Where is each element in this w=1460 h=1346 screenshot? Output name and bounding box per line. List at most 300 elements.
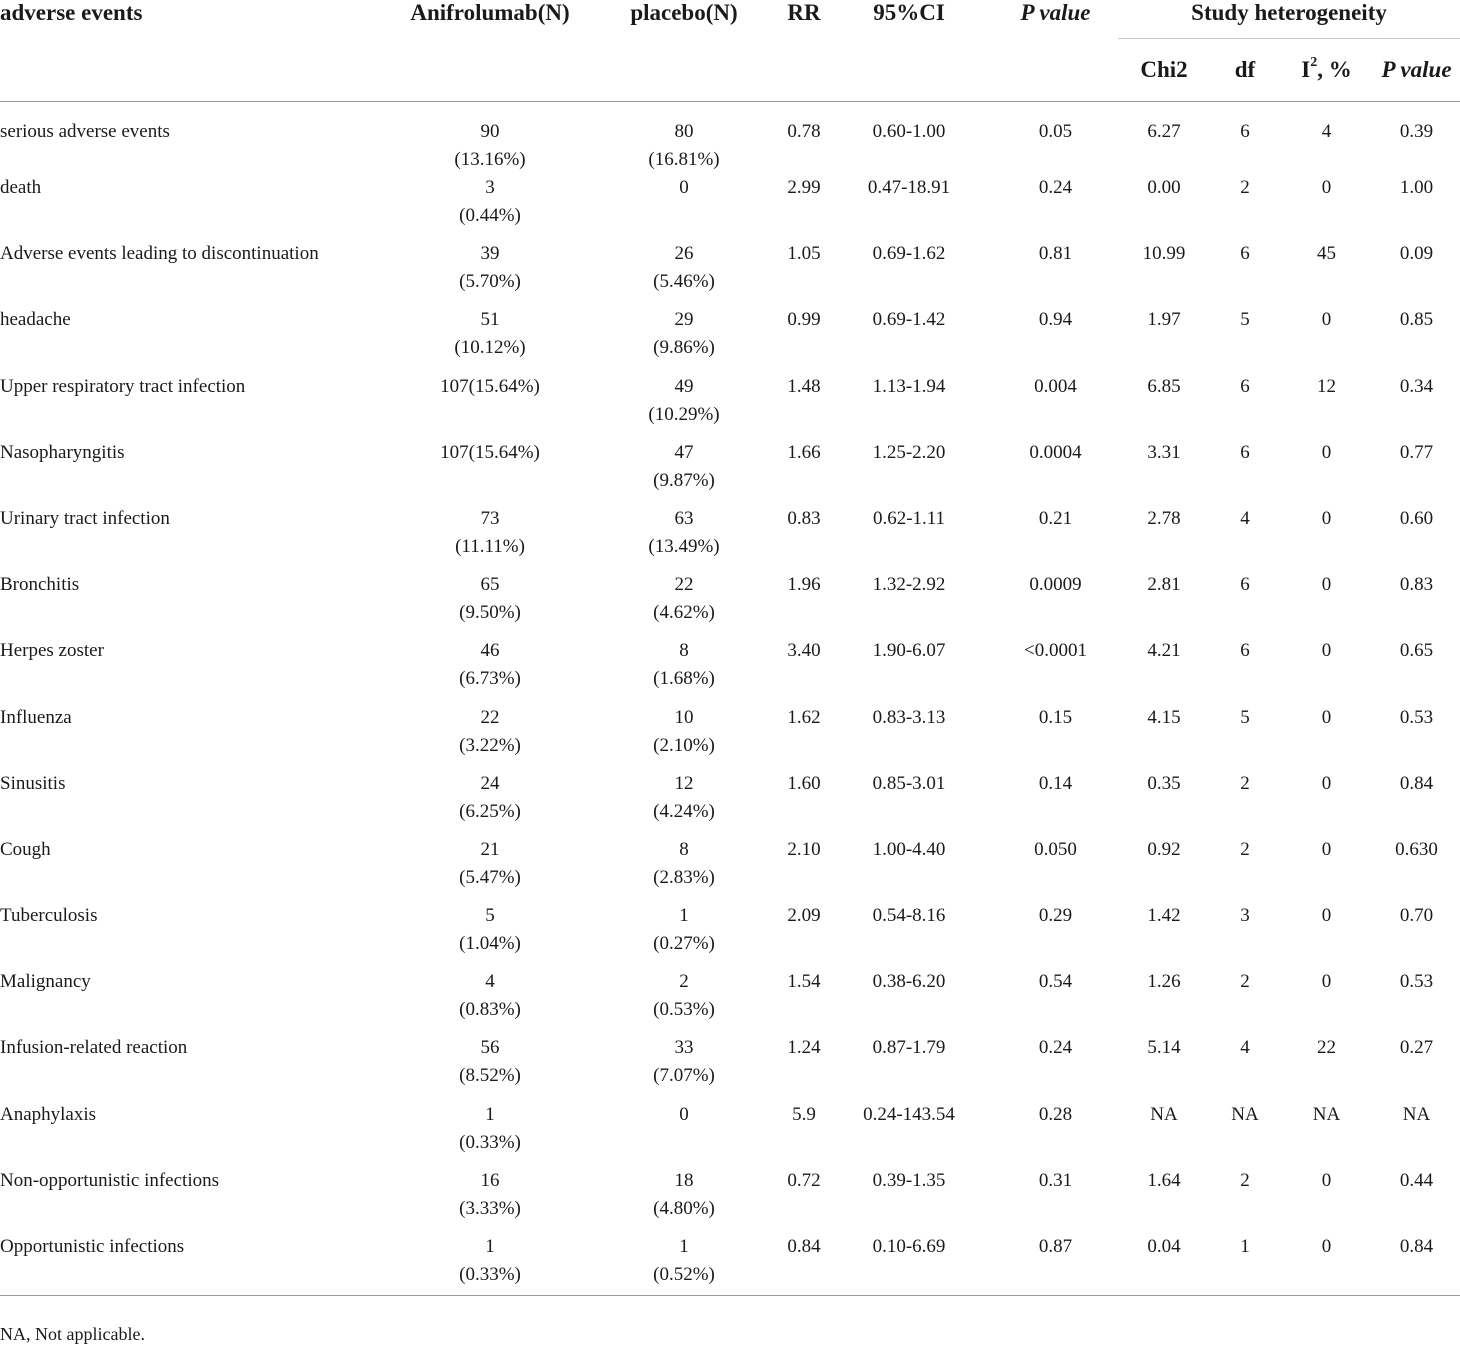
col-header-placebo: placebo(N) <box>630 0 738 25</box>
cell-rr <box>783 102 825 175</box>
cell-df <box>1210 704 1280 770</box>
cell-p-value <box>993 1233 1118 1296</box>
cell-i2-line: 0 <box>1321 1236 1332 1257</box>
p-value-label: P value <box>1020 0 1091 25</box>
table-footnote: NA, Not applicable. <box>0 1324 145 1344</box>
cell-anifrolumab-line: (5.70%) <box>459 271 521 293</box>
cell-event-name <box>0 306 395 372</box>
cell-95ci-line: 0.39-1.35 <box>872 1169 946 1191</box>
cell-95ci-line: 0.54-8.16 <box>872 905 946 927</box>
table-row <box>0 968 1460 1034</box>
cell-placebo-line: (2.10%) <box>653 734 715 756</box>
table-row <box>0 174 1460 240</box>
cell-event-name <box>0 1167 395 1233</box>
cell-placebo-line: 49 <box>674 375 694 397</box>
table-row <box>0 704 1460 770</box>
cell-placebo-line: (0.53%) <box>653 999 715 1021</box>
cell-placebo <box>585 240 783 306</box>
cell-anifrolumab <box>395 439 585 505</box>
cell-anifrolumab <box>395 1101 585 1167</box>
i2-base: I <box>1301 57 1311 82</box>
cell-event-name-line: Influenza <box>0 706 72 728</box>
cell-rr-line: 1.96 <box>787 574 821 596</box>
cell-i2-line: 0 <box>1321 507 1332 529</box>
cell-i2-line: 0 <box>1321 1169 1332 1191</box>
cell-het-p-value-line: 0.39 <box>1399 121 1434 142</box>
cell-anifrolumab <box>395 770 585 836</box>
cell-placebo-line: 8 <box>679 838 689 860</box>
cell-p-value <box>993 1101 1118 1167</box>
cell-p-value <box>993 1034 1118 1100</box>
cell-chi2 <box>1118 1101 1210 1167</box>
cell-het-p-value <box>1373 704 1460 770</box>
cell-i2 <box>1280 836 1373 902</box>
cell-event-name-line: headache <box>0 309 71 331</box>
cell-event-name <box>0 704 395 770</box>
cell-anifrolumab-line: 24 <box>480 772 500 794</box>
cell-event-name <box>0 836 395 902</box>
cell-anifrolumab-line: (6.25%) <box>459 800 521 822</box>
cell-het-p-value <box>1373 968 1460 1034</box>
cell-anifrolumab-line: (5.47%) <box>459 866 521 888</box>
cell-placebo-line: (7.07%) <box>653 1065 715 1087</box>
cell-placebo <box>585 836 783 902</box>
cell-rr <box>783 373 825 439</box>
table-body <box>0 102 1460 1296</box>
cell-het-p-value-line: 0.44 <box>1399 1169 1434 1191</box>
cell-95ci <box>825 505 993 571</box>
cell-placebo-line: 80 <box>674 121 694 142</box>
cell-df-line: 2 <box>1240 971 1250 993</box>
cell-rr <box>783 174 825 240</box>
table-row <box>0 240 1460 306</box>
cell-df-line: 6 <box>1240 243 1250 265</box>
header-spacer <box>0 39 1118 102</box>
cell-rr-line: 1.48 <box>787 375 821 397</box>
cell-placebo-line: 10 <box>674 706 694 728</box>
cell-anifrolumab-line: 73 <box>480 507 500 529</box>
cell-placebo-line: 18 <box>674 1169 694 1191</box>
cell-i2-line: 0 <box>1321 971 1332 993</box>
cell-i2-line: 0 <box>1321 177 1332 198</box>
cell-placebo <box>585 1101 783 1167</box>
cell-chi2 <box>1118 968 1210 1034</box>
cell-het-p-value-line: 0.53 <box>1399 971 1434 993</box>
cell-anifrolumab <box>395 1167 585 1233</box>
table-row <box>0 1034 1460 1100</box>
cell-i2 <box>1280 505 1373 571</box>
col-header-chi2: Chi2 <box>1118 39 1210 102</box>
table-row <box>0 902 1460 968</box>
cell-rr <box>783 306 825 372</box>
cell-event-name-line: death <box>0 177 42 198</box>
cell-rr-line: 5.9 <box>792 1103 816 1125</box>
cell-i2 <box>1280 240 1373 306</box>
cell-het-p-value <box>1373 174 1460 240</box>
cell-i2 <box>1280 1167 1373 1233</box>
cell-i2-line: 0 <box>1321 905 1332 927</box>
cell-i2 <box>1280 102 1373 175</box>
cell-rr-line: 1.62 <box>787 706 821 728</box>
cell-i2-line: 45 <box>1317 243 1336 265</box>
cell-rr <box>783 1167 825 1233</box>
cell-het-p-value <box>1373 306 1460 372</box>
cell-i2-line: 12 <box>1317 375 1336 397</box>
cell-chi2 <box>1118 571 1210 637</box>
cell-placebo <box>585 1233 783 1296</box>
cell-het-p-value-line: 0.630 <box>1395 838 1438 860</box>
cell-df <box>1210 505 1280 571</box>
cell-placebo-line: 2 <box>679 971 689 993</box>
cell-anifrolumab <box>395 571 585 637</box>
cell-anifrolumab-line: (3.22%) <box>459 734 521 756</box>
cell-rr <box>783 505 825 571</box>
cell-chi2 <box>1118 637 1210 703</box>
cell-placebo <box>585 174 783 240</box>
cell-p-value-line: 0.87 <box>1038 1236 1073 1257</box>
cell-p-value-line: 0.004 <box>1034 375 1077 397</box>
cell-event-name <box>0 968 395 1034</box>
cell-placebo <box>585 1167 783 1233</box>
cell-df <box>1210 968 1280 1034</box>
cell-placebo-line: (5.46%) <box>653 271 715 293</box>
cell-p-value <box>993 770 1118 836</box>
cell-event-name-line: Opportunistic infections <box>0 1236 185 1257</box>
cell-df <box>1210 439 1280 505</box>
cell-i2 <box>1280 1034 1373 1100</box>
cell-chi2-line: 4.15 <box>1147 706 1181 728</box>
cell-het-p-value <box>1373 637 1460 703</box>
cell-het-p-value <box>1373 439 1460 505</box>
cell-event-name-line: Adverse events leading to discontinuation <box>0 243 319 265</box>
cell-het-p-value <box>1373 240 1460 306</box>
cell-p-value-line: 0.31 <box>1038 1169 1073 1191</box>
cell-anifrolumab-line: (0.33%) <box>459 1131 521 1153</box>
cell-anifrolumab <box>395 240 585 306</box>
col-header-df: df <box>1210 39 1280 102</box>
cell-anifrolumab-line: (0.44%) <box>459 205 521 226</box>
cell-p-value <box>993 306 1118 372</box>
cell-i2 <box>1280 968 1373 1034</box>
cell-df-line: 6 <box>1240 441 1250 463</box>
cell-het-p-value <box>1373 1034 1460 1100</box>
cell-df-line: 2 <box>1240 772 1250 794</box>
cell-p-value <box>993 102 1118 175</box>
cell-95ci-line: 1.90-6.07 <box>872 640 946 662</box>
cell-p-value <box>993 373 1118 439</box>
cell-chi2-line: 0.00 <box>1147 177 1181 198</box>
cell-rr-line: 1.66 <box>787 441 821 463</box>
cell-p-value-line: 0.05 <box>1038 121 1073 142</box>
cell-anifrolumab-line: 5 <box>485 905 495 927</box>
cell-anifrolumab-line: 90 <box>480 121 500 142</box>
cell-95ci <box>825 637 993 703</box>
cell-event-name <box>0 1101 395 1167</box>
table-row <box>0 373 1460 439</box>
cell-i2 <box>1280 373 1373 439</box>
cell-rr-line: 1.24 <box>787 1037 821 1059</box>
cell-event-name-line: Malignancy <box>0 971 91 993</box>
cell-chi2 <box>1118 240 1210 306</box>
cell-95ci <box>825 373 993 439</box>
cell-anifrolumab-line: 21 <box>480 838 500 860</box>
cell-rr <box>783 836 825 902</box>
cell-p-value-line: 0.21 <box>1038 507 1073 529</box>
cell-event-name-line: Sinusitis <box>0 772 66 794</box>
cell-event-name-line: Cough <box>0 838 51 860</box>
cell-het-p-value <box>1373 102 1460 175</box>
cell-df <box>1210 373 1280 439</box>
cell-event-name-line: Tuberculosis <box>0 905 98 927</box>
cell-event-name <box>0 1034 395 1100</box>
cell-event-name-line: Anaphylaxis <box>0 1103 97 1125</box>
cell-p-value <box>993 505 1118 571</box>
cell-p-value-line: 0.0004 <box>1029 441 1082 463</box>
cell-anifrolumab-line: (10.12%) <box>454 337 526 359</box>
cell-anifrolumab-line: 46 <box>480 640 500 662</box>
cell-95ci-line: 0.85-3.01 <box>872 772 946 794</box>
cell-anifrolumab-line: 1 <box>485 1103 495 1125</box>
cell-p-value <box>993 240 1118 306</box>
cell-anifrolumab-line: 39 <box>480 243 500 265</box>
cell-p-value <box>993 836 1118 902</box>
col-header-anifrolumab: Anifrolumab(N) <box>410 0 570 25</box>
cell-95ci-line: 1.32-2.92 <box>872 574 946 596</box>
cell-df <box>1210 637 1280 703</box>
cell-event-name <box>0 571 395 637</box>
table-row <box>0 102 1460 175</box>
cell-het-p-value <box>1373 770 1460 836</box>
cell-df <box>1210 836 1280 902</box>
cell-placebo <box>585 439 783 505</box>
cell-anifrolumab-line: 4 <box>485 971 495 993</box>
table-row <box>0 505 1460 571</box>
cell-het-p-value-line: 0.34 <box>1399 375 1434 397</box>
i2-suffix: , % <box>1317 57 1352 82</box>
cell-i2 <box>1280 1101 1373 1167</box>
cell-df-line: NA <box>1231 1103 1259 1125</box>
cell-chi2-line: 0.92 <box>1147 838 1181 860</box>
cell-df <box>1210 240 1280 306</box>
cell-anifrolumab-line: (3.33%) <box>459 1197 521 1219</box>
table-row <box>0 836 1460 902</box>
cell-het-p-value-line: 0.60 <box>1399 507 1434 529</box>
cell-placebo-line: 22 <box>674 574 694 596</box>
cell-het-p-value-line: 0.70 <box>1399 905 1434 927</box>
cell-anifrolumab-line: (9.50%) <box>459 602 521 624</box>
table-row <box>0 571 1460 637</box>
cell-het-p-value-line: 0.77 <box>1399 441 1434 463</box>
cell-p-value-line: 0.15 <box>1038 706 1073 728</box>
cell-p-value <box>993 571 1118 637</box>
cell-chi2-line: 0.04 <box>1147 1236 1181 1257</box>
cell-het-p-value-line: 0.65 <box>1399 640 1434 662</box>
cell-chi2-line: 4.21 <box>1147 640 1181 662</box>
cell-p-value-line: 0.81 <box>1038 243 1073 265</box>
cell-df-line: 2 <box>1240 838 1250 860</box>
cell-event-name <box>0 240 395 306</box>
cell-anifrolumab-line: 56 <box>480 1037 500 1059</box>
cell-95ci-line: 0.24-143.54 <box>863 1103 955 1125</box>
cell-p-value <box>993 902 1118 968</box>
cell-het-p-value-line: 0.83 <box>1399 574 1434 596</box>
cell-placebo <box>585 373 783 439</box>
cell-het-p-value <box>1373 505 1460 571</box>
cell-chi2-line: 5.14 <box>1147 1037 1181 1059</box>
cell-rr-line: 0.78 <box>787 121 821 142</box>
cell-anifrolumab-line: 3 <box>485 177 495 198</box>
cell-chi2 <box>1118 373 1210 439</box>
cell-chi2 <box>1118 102 1210 175</box>
cell-95ci-line: 1.25-2.20 <box>872 441 946 463</box>
cell-event-name-line: Bronchitis <box>0 574 80 596</box>
cell-placebo-line: 63 <box>674 507 694 529</box>
cell-df-line: 4 <box>1240 507 1250 529</box>
cell-placebo-line: (4.62%) <box>653 602 715 624</box>
cell-df-line: 6 <box>1240 121 1250 142</box>
cell-95ci-line: 0.62-1.11 <box>872 507 946 529</box>
cell-i2-line: 0 <box>1321 309 1332 331</box>
cell-anifrolumab <box>395 902 585 968</box>
cell-95ci <box>825 1034 993 1100</box>
cell-rr-line: 0.72 <box>787 1169 821 1191</box>
cell-event-name <box>0 902 395 968</box>
cell-95ci <box>825 439 993 505</box>
cell-placebo <box>585 505 783 571</box>
cell-placebo-line: 33 <box>674 1037 694 1059</box>
cell-chi2 <box>1118 836 1210 902</box>
cell-chi2 <box>1118 306 1210 372</box>
cell-placebo-line: 26 <box>674 243 694 265</box>
cell-df-line: 4 <box>1240 1037 1250 1059</box>
cell-df <box>1210 770 1280 836</box>
cell-df <box>1210 1233 1280 1296</box>
cell-het-p-value-line: 0.09 <box>1399 243 1434 265</box>
cell-95ci <box>825 968 993 1034</box>
cell-95ci <box>825 704 993 770</box>
cell-rr-line: 2.10 <box>787 838 821 860</box>
cell-rr-line: 0.84 <box>787 1236 821 1257</box>
cell-chi2 <box>1118 174 1210 240</box>
cell-anifrolumab-line: (6.73%) <box>459 668 521 690</box>
cell-chi2-line: 2.78 <box>1147 507 1181 529</box>
cell-chi2-line: 1.97 <box>1147 309 1181 331</box>
cell-anifrolumab-line: 16 <box>480 1169 500 1191</box>
cell-i2 <box>1280 174 1373 240</box>
cell-chi2 <box>1118 1167 1210 1233</box>
cell-df <box>1210 1034 1280 1100</box>
cell-rr-line: 2.09 <box>787 905 821 927</box>
cell-df-line: 2 <box>1240 177 1250 198</box>
cell-rr <box>783 704 825 770</box>
cell-placebo-line: (10.29%) <box>648 403 720 425</box>
cell-95ci <box>825 102 993 175</box>
cell-anifrolumab-line: 107(15.64%) <box>440 441 540 463</box>
cell-rr <box>783 968 825 1034</box>
table-row <box>0 306 1460 372</box>
cell-df-line: 5 <box>1240 309 1250 331</box>
cell-anifrolumab-line: (13.16%) <box>454 149 526 170</box>
cell-df-line: 1 <box>1240 1236 1250 1257</box>
cell-anifrolumab-line: 1 <box>485 1236 495 1257</box>
cell-chi2-line: NA <box>1150 1103 1178 1125</box>
cell-rr-line: 0.83 <box>787 507 821 529</box>
cell-event-name <box>0 505 395 571</box>
cell-rr <box>783 902 825 968</box>
cell-p-value <box>993 968 1118 1034</box>
cell-p-value-line: 0.14 <box>1038 772 1073 794</box>
cell-chi2 <box>1118 439 1210 505</box>
cell-95ci-line: 0.69-1.62 <box>872 243 946 265</box>
cell-rr <box>783 571 825 637</box>
cell-rr <box>783 637 825 703</box>
cell-placebo-line: 47 <box>674 441 694 463</box>
cell-i2-line: 0 <box>1321 772 1332 794</box>
cell-p-value-line: 0.24 <box>1038 1037 1073 1059</box>
cell-event-name <box>0 770 395 836</box>
cell-anifrolumab <box>395 704 585 770</box>
het-p-value-label: P value <box>1381 57 1452 82</box>
cell-i2-line: 0 <box>1321 838 1332 860</box>
cell-placebo <box>585 1034 783 1100</box>
cell-df-line: 6 <box>1240 574 1250 596</box>
cell-i2-line: 0 <box>1321 574 1332 596</box>
cell-event-name-line: Non-opportunistic infections <box>0 1169 219 1191</box>
cell-het-p-value <box>1373 836 1460 902</box>
cell-event-name <box>0 373 395 439</box>
cell-95ci <box>825 174 993 240</box>
cell-p-value-line: 0.24 <box>1038 177 1073 198</box>
cell-chi2 <box>1118 902 1210 968</box>
cell-event-name-line: Herpes zoster <box>0 640 104 662</box>
cell-rr <box>783 770 825 836</box>
cell-i2 <box>1280 902 1373 968</box>
cell-df <box>1210 306 1280 372</box>
cell-rr-line: 1.54 <box>787 971 821 993</box>
cell-anifrolumab <box>395 306 585 372</box>
cell-p-value-line: 0.29 <box>1038 905 1073 927</box>
cell-95ci <box>825 1167 993 1233</box>
cell-placebo-line: 8 <box>679 640 689 662</box>
cell-rr <box>783 439 825 505</box>
cell-95ci <box>825 836 993 902</box>
cell-anifrolumab-line: (0.83%) <box>459 999 521 1021</box>
cell-anifrolumab <box>395 373 585 439</box>
cell-anifrolumab <box>395 1233 585 1296</box>
cell-i2-line: 0 <box>1321 640 1332 662</box>
cell-placebo-line: 1 <box>679 905 689 927</box>
cell-het-p-value-line: NA <box>1402 1103 1431 1125</box>
cell-event-name-line: Urinary tract infection <box>0 507 170 529</box>
cell-placebo-line: (4.80%) <box>653 1197 715 1219</box>
cell-95ci-line: 1.13-1.94 <box>872 375 946 397</box>
cell-95ci <box>825 571 993 637</box>
cell-95ci-line: 0.47-18.91 <box>867 177 951 198</box>
cell-i2-line: 4 <box>1321 121 1332 142</box>
cell-placebo-line: (9.87%) <box>653 469 715 491</box>
cell-p-value-line: 0.54 <box>1038 971 1073 993</box>
cell-chi2-line: 2.81 <box>1147 574 1181 596</box>
cell-chi2-line: 1.26 <box>1147 971 1181 993</box>
cell-rr <box>783 1034 825 1100</box>
cell-anifrolumab <box>395 102 585 175</box>
cell-het-p-value <box>1373 1101 1460 1167</box>
cell-placebo <box>585 770 783 836</box>
cell-df <box>1210 174 1280 240</box>
cell-event-name-line: Upper respiratory tract infection <box>0 375 246 397</box>
table-row <box>0 439 1460 505</box>
cell-i2-line: 0 <box>1321 706 1332 728</box>
